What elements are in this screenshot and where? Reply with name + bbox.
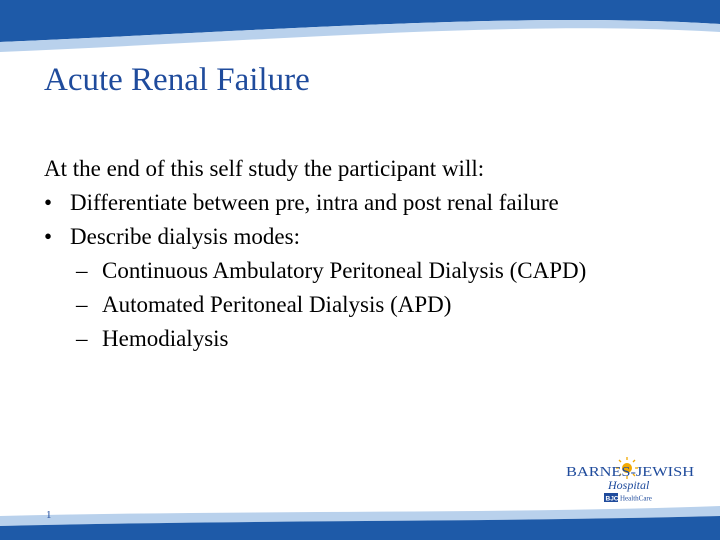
- logo-healthcare: HealthCare: [620, 494, 652, 503]
- sub-bullet-marker: –: [76, 292, 88, 317]
- bullet-text: Describe dialysis modes:: [70, 224, 300, 249]
- sub-bullet-text: Automated Peritoneal Dialysis (APD): [102, 292, 452, 317]
- sub-bullet-item: [44, 288, 684, 322]
- barnes-jewish-logo: [566, 456, 696, 506]
- sub-bullet-text: Hemodialysis: [102, 326, 229, 351]
- slide-body: [44, 152, 684, 356]
- bullet-marker: •: [44, 224, 53, 249]
- bullet-marker: •: [44, 190, 53, 215]
- intro-text: At the end of this self study the participant will:: [44, 156, 485, 181]
- page-number: 1: [46, 509, 52, 521]
- slide-title: Acute Renal Failure: [44, 62, 310, 98]
- logo-name: BARNES-JEWISH: [566, 465, 694, 480]
- bullet-text: Differentiate between pre, intra and post renal failure: [70, 190, 559, 215]
- logo-hospital: Hospital: [608, 478, 650, 492]
- bullet-item: [44, 220, 684, 254]
- sub-bullet-text: Continuous Ambulatory Peritoneal Dialysis (CAPD): [102, 258, 587, 283]
- sub-bullet-marker: –: [76, 258, 88, 283]
- sub-bullet-item: [44, 322, 684, 356]
- sub-bullet-item: [44, 254, 622, 288]
- logo-badge: BJC: [605, 495, 619, 503]
- sub-bullet-marker: –: [76, 326, 88, 351]
- bullet-item: [44, 186, 684, 220]
